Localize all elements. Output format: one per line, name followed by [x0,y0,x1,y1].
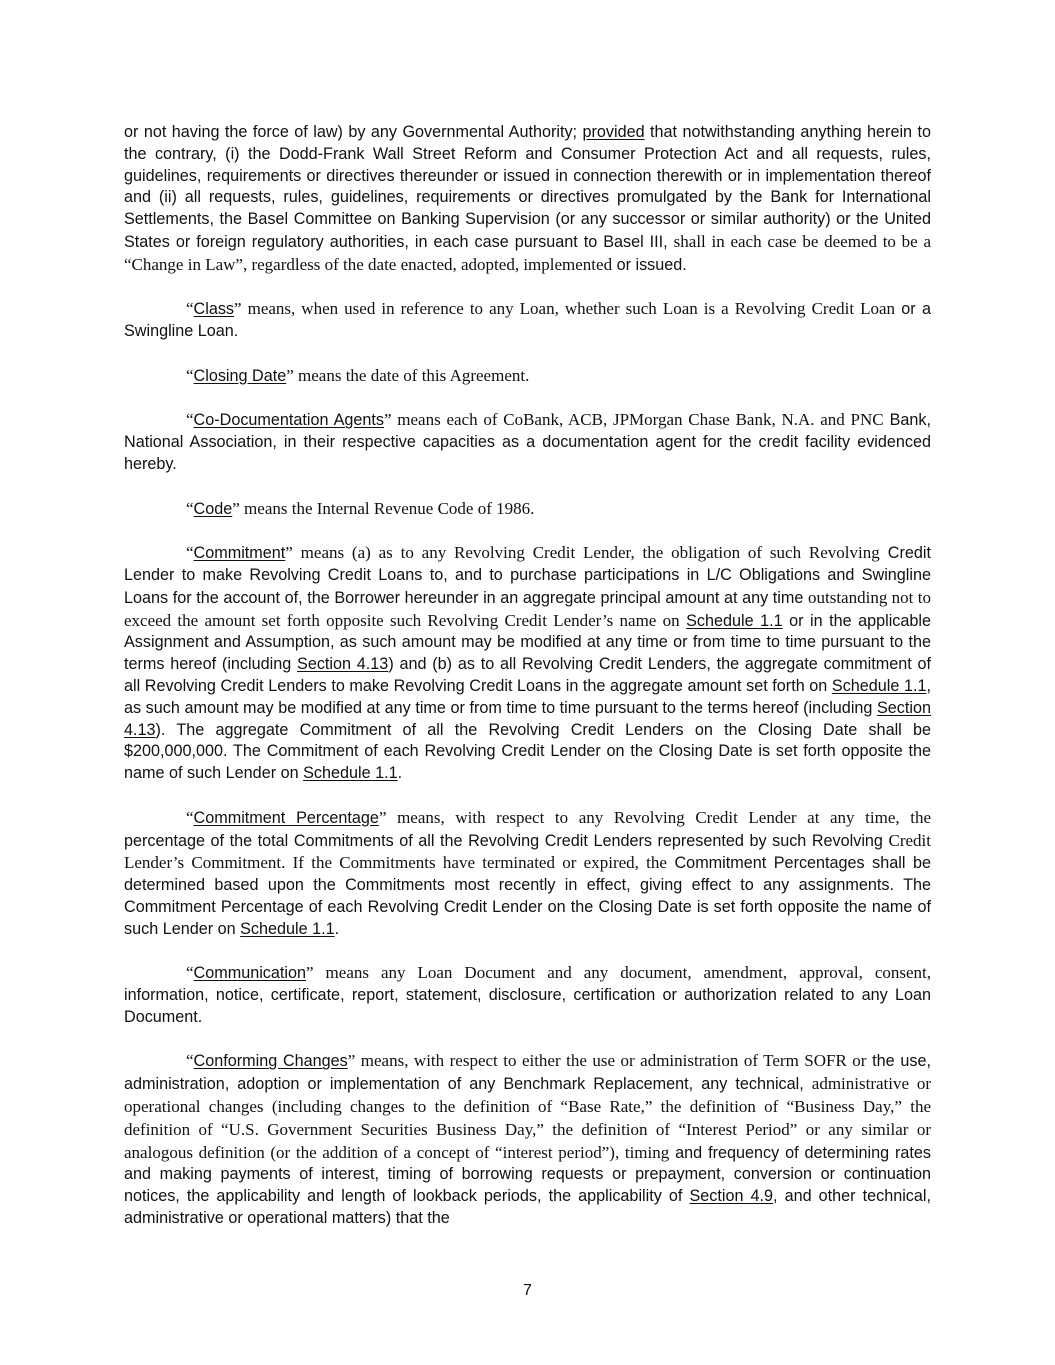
definition-code [124,498,931,521]
open-quote: “ [186,410,194,430]
text-run: ). The aggregate Commitment of all the Revolving Credit Lenders on the Closing Date shall be $200,000,000. The Commitment of each Revolving Credit Lender on the Closing Date is set forth opposite the name of such Lender on [124,720,931,783]
text-run: ” means, with respect to any Revolving Credit Lender at any time, the [378,807,931,827]
defined-term: Commitment [193,544,286,563]
text-run: shall in each case be deemed to be a “Change in Law”, regardless of the date enacted, adopted, implemented [124,231,931,274]
text-run: ” means any Loan Document and any document, amendment, approval, consent, [306,963,931,983]
text-run: ) and (b) as to all Revolving Credit Lenders, the aggregate commitment of all Revolving Credit Lenders to make Revolving Credit Loans in the aggregate amount set forth on [124,655,932,695]
text-run: Credit Lender’s Commitment. If the Commitments have terminated or expired, the [124,830,931,873]
open-quote: “ [186,365,194,385]
text-run: outstanding not to exceed the amount set forth opposite such Revolving Credit Lender’s name on [124,587,931,630]
text-run: Bank, National Association, in their respective capacities as a documentation agent for the credit facility evidenced hereby. [124,411,931,473]
definition-commitment-percentage [124,807,931,941]
text-run: administrative or operational changes (including changes to the definition of “Base Rate,” the definition of “Business Day,” the definition of “U.S. Government Securities Business Day,” the definition of “Interest Period” or any similar or analogous definition (or the addition of a concept of “interest period”), timing [124,1074,931,1162]
section-reference: Section 4.13 [124,698,931,739]
defined-term: Commitment Percentage [193,808,379,827]
open-quote: “ [186,963,194,983]
open-quote: “ [186,1051,194,1071]
definition-co-documentation-agents [124,409,931,475]
defined-term: Class [193,300,235,319]
text-run: or a Swingline Loan. [124,300,931,341]
text-run: or in the applicable Assignment and Assumption, as such amount may be modified at any time or from time to time pursuant to the terms hereof (including [124,611,931,674]
text-run: ” means, when used in reference to any Loan, whether such Loan is a Revolving Credit Loan [234,299,896,319]
text-run: Credit Lender to make Revolving Credit Loans to, and to purchase participations in L/C Obligations and Swingline Loans for the account of, the Borrower hereunder in an aggregate principal amount at any time [124,544,931,607]
schedule-reference: Schedule 1.1 [686,611,783,630]
open-quote: “ [186,498,194,518]
section-reference: Section 4.13 [297,655,389,674]
text-run: and frequency of determining rates and making payments of interest, timing of borrowing requests or prepayment, conversion or continuation notices, the applicability and length of lookback periods, the applicability of [124,1143,931,1206]
text-run: , and other technical, administrative or operational matters) that the [124,1187,931,1228]
defined-term: Conforming Changes [193,1052,348,1071]
defined-term: Code [193,499,233,518]
text-run: ” means, with respect to either the use or administration of Term SOFR or [347,1051,867,1071]
section-reference: Section 4.9 [689,1187,774,1206]
definition-conforming-changes [124,1050,931,1229]
change-in-law-continuation [124,122,931,277]
text-run: , as such amount may be modified at any time or from time to time pursuant to the terms hereof (including [124,676,931,717]
provided-term: provided [582,123,645,141]
open-quote: “ [186,299,194,319]
text-run: ” means each of CoBank, ACB, JPMorgan Chase Bank, N.A. and PNC [384,410,884,430]
page-number: 7 [523,1282,532,1299]
definition-closing-date [124,365,931,388]
defined-term: Communication [193,964,307,983]
schedule-reference: Schedule 1.1 [240,919,335,938]
definition-commitment [124,542,931,785]
text-run: that notwithstanding anything herein to the contrary, (i) the Dodd-Frank Wall Street Reform and Consumer Protection Act and all requests, rules, guidelines, requirements or directives thereunder or issued in connection therewith or in implementation thereof and (ii) all requests, rules, guidelines, requirements or directives promulgated by the Bank for International Settlements, the Basel Committee on Banking Supervision (or any successor or similar authority) or the United States or foreign regulatory authorities, in each case pursuant to Basel III, [124,123,931,251]
defined-term: Co-Documentation Agents [193,411,384,430]
text-run: . [334,919,340,938]
document-page [124,122,931,1252]
text-run: . [397,764,403,783]
text-run: or not having the force of law) by any Governmental Authority; [124,123,583,141]
definition-communication [124,962,931,1028]
text-run: ” means (a) as to any Revolving Credit Lender, the obligation of such Revolving [285,543,880,563]
text-run: percentage of the total Commitments of all the Revolving Credit Lenders represented by such Revolving [124,831,889,850]
text-run: ” means the date of this Agreement. [286,365,530,385]
definition-class [124,298,931,343]
schedule-reference: Schedule 1.1 [303,764,398,783]
text-run: information, notice, certificate, report, statement, disclosure, certification or authorization related to any Loan Document. [124,986,931,1026]
schedule-reference: Schedule 1.1 [831,676,927,695]
text-run: ” means the Internal Revenue Code of 1986. [232,498,535,518]
defined-term: Closing Date [193,366,287,385]
text-run: or issued. [612,255,687,274]
open-quote: “ [186,543,194,563]
text-run: the use, administration, adoption or implementation of any Benchmark Replacement, any technical, [124,1052,931,1094]
open-quote: “ [186,807,194,827]
text-run: Commitment Percentages shall be determined based upon the Commitments most recently in effect, giving effect to any assignments. The Commitment Percentage of each Revolving Credit Lender on the Closing Date is set forth opposite the name of such Lender on [124,854,932,938]
